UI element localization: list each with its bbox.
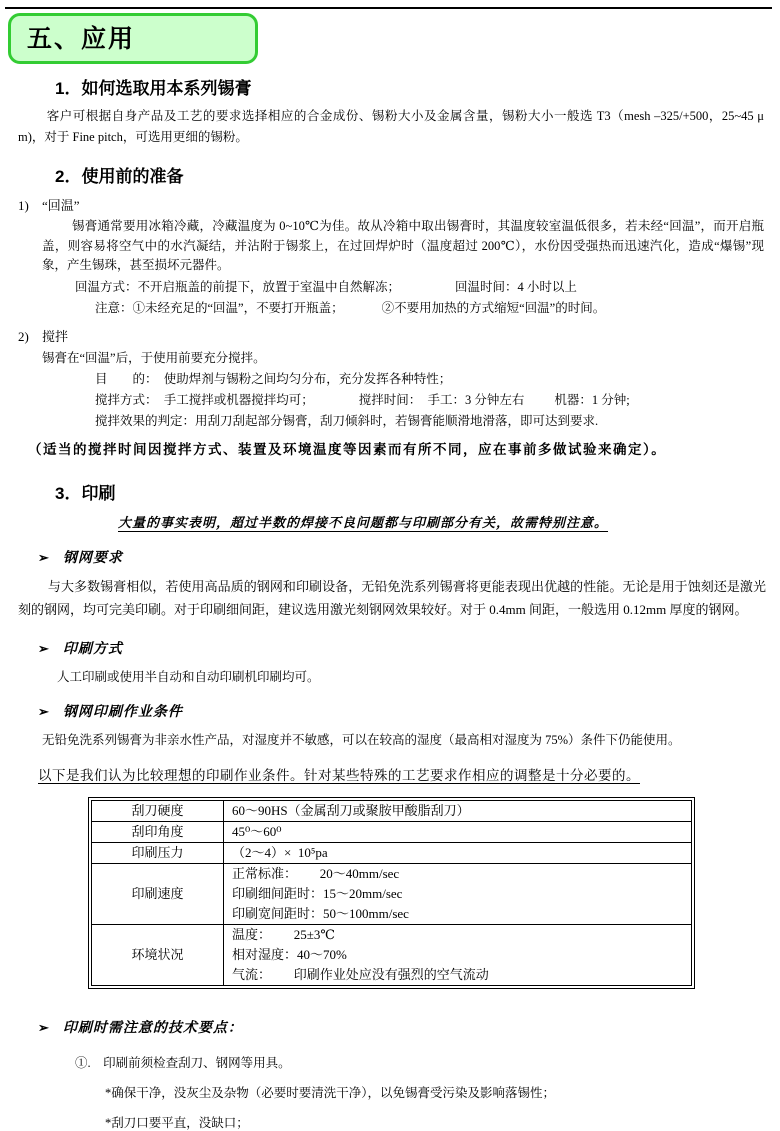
printing-notice: 大量的事实表明，超过半数的焊接不良问题都与印刷部分有关，故需特别注意。 xyxy=(118,514,609,530)
technical-points-heading xyxy=(38,1017,780,1037)
heading-text: 印刷时需注意的技术要点： xyxy=(62,1020,243,1036)
ideal-conditions-note: 以下是我们认为比较理想的印刷作业条件。针对某些特殊的工艺要求作相应的调整是十分必要的。 xyxy=(38,767,640,783)
table-row xyxy=(92,924,692,985)
arrow-bullet-icon: ➢ xyxy=(38,640,49,656)
row-label: 刮刀硬度 xyxy=(92,800,224,821)
row-value: （2～4）× 10⁵pa xyxy=(232,844,328,860)
section1-heading: 1．如何选取用本系列锡膏 xyxy=(55,79,252,98)
stir-emphasis: （适当的搅拌时间因搅拌方式、装置及环境温度等因素而有所不同，应在事前多做试验来确定）。 xyxy=(28,441,667,457)
warmup-paragraph: 锡膏通常要用冰箱冷藏，冷藏温度为 0~10℃为佳。故从冷箱中取出锡膏时，其温度较室温低很多，若未经“回温”，而开启瓶盖，则容易将空气中的水汽凝结，并沾附于锡浆上，在过回焊炉时（温度超过 200℃），水份因受强热而迅速汽化，造成“爆锡”现象，产生锡珠，甚至损坏元器件。 xyxy=(42,219,764,272)
row-value: 45⁰～60⁰ xyxy=(232,823,282,839)
table-row xyxy=(92,842,692,863)
warmup-method: 回温方式：不开启瓶盖的前提下，放置于室温中自然解冻； xyxy=(75,279,401,294)
arrow-bullet-icon: ➢ xyxy=(38,703,49,719)
row-value-line: 气流： 印刷作业处应没有强烈的空气流动 xyxy=(232,966,489,982)
arrow-bullet-icon: ➢ xyxy=(38,1019,49,1035)
row-value-line: 印刷宽间距时：50～100mm/sec xyxy=(232,905,409,921)
list-number: 2) xyxy=(18,328,29,344)
heading-text: 钢网要求 xyxy=(62,550,123,566)
list-label: “回温” xyxy=(42,198,80,213)
row-value: 60～90HS（金属刮刀或聚胺甲酸脂刮刀） xyxy=(232,802,470,818)
row-label: 印刷压力 xyxy=(92,842,224,863)
warmup-note-line xyxy=(95,299,780,318)
section2-heading: 2．使用前的准备 xyxy=(55,167,184,186)
technical-point-item1: ①. 印刷前须检查刮刀、钢网等用具。 xyxy=(75,1055,291,1070)
row-value-line: 温度： 25±3℃ xyxy=(232,926,335,942)
stir-time: 搅拌时间： 手工：3 分钟左右 xyxy=(358,392,525,407)
heading-text: 钢网印刷作业条件 xyxy=(62,704,183,720)
warmup-note1: 注意：①未经充足的“回温”，不要打开瓶盖； xyxy=(95,300,344,315)
stir-method-line xyxy=(95,391,780,410)
arrow-bullet-icon: ➢ xyxy=(38,549,49,565)
row-value-line: 相对湿度：40～70% xyxy=(232,946,347,962)
row-label: 刮印角度 xyxy=(92,821,224,842)
table-row xyxy=(92,800,692,821)
document-page xyxy=(0,7,780,1130)
stencil-requirements-heading xyxy=(38,547,780,567)
top-horizontal-rule xyxy=(5,7,772,9)
row-value-line: 印刷细间距时：15～20mm/sec xyxy=(232,885,403,901)
row-label: 环境状况 xyxy=(92,924,224,985)
list-label: 搅拌 xyxy=(42,328,69,344)
page-title-box xyxy=(8,13,258,64)
technical-point-detail1: *确保干净，没灰尘及杂物（必要时要清洗干净），以免锡膏受污染及影响落锡性； xyxy=(105,1085,556,1100)
printing-method-heading xyxy=(38,638,780,658)
list-item-warmup xyxy=(18,195,780,214)
stir-judge: 搅拌效果的判定：用刮刀刮起部分锡膏，刮刀倾斜时，若锡膏能顺滑地滑落，即可达到要求. xyxy=(95,413,599,428)
printing-conditions-table xyxy=(88,797,695,989)
stir-purpose: 目 的： 使助焊剂与锡粉之间均匀分布，充分发挥各种特性； xyxy=(95,371,452,386)
warmup-note2: ②不要用加热的方式缩短“回温”的时间。 xyxy=(381,300,606,315)
printing-conditions-heading xyxy=(38,701,780,721)
page-title: 五、应用 xyxy=(27,25,136,53)
section3-heading: 3．印刷 xyxy=(55,483,116,503)
row-value-line: 正常标准： 20～40mm/sec xyxy=(232,865,400,881)
table-row xyxy=(92,821,692,842)
warmup-method-line xyxy=(75,278,780,297)
stir-intro: 锡膏在“回温”后，于使用前要充分搅拌。 xyxy=(42,350,266,365)
heading-text: 印刷方式 xyxy=(62,641,123,657)
list-number: 1) xyxy=(18,198,29,213)
row-label: 印刷速度 xyxy=(92,863,224,924)
stencil-requirements-paragraph: 与大多数锡膏相似，若使用高品质的钢网和印刷设备，无铅免洗系列锡膏将更能表现出优越的性能。无论是用于蚀刻还是激光刻的钢网，均可完美印刷。对于印刷细间距，建议选用激光刻钢网效果较好。对于 0.4mm 间距，一般选用 0.12mm 厚度的钢网。 xyxy=(18,578,766,617)
stir-machine: 机器：1 分钟; xyxy=(554,392,630,407)
table-row xyxy=(92,863,692,924)
list-item-stir xyxy=(18,326,780,345)
printing-conditions-paragraph: 无铅免洗系列锡膏为非亲水性产品，对湿度并不敏感，可以在较高的湿度（最高相对湿度为 75%）条件下仍能使用。 xyxy=(42,732,681,747)
stir-method: 搅拌方式： 手工搅拌或机器搅拌均可； xyxy=(95,392,314,407)
technical-point-detail2: *刮刀口要平直，没缺口； xyxy=(105,1115,249,1130)
printing-method-paragraph: 人工印刷或使用半自动和自动印刷机印刷均可。 xyxy=(57,669,320,684)
warmup-time: 回温时间：4 小时以上 xyxy=(455,279,577,294)
section1-paragraph: 客户可根据自身产品及工艺的要求选择相应的合金成份、锡粉大小及金属含量，锡粉大小一般选 T3（mesh –325/+500，25~45 μ m)，对于 Fine pitch，可选用更细的锡粉。 xyxy=(18,109,764,144)
